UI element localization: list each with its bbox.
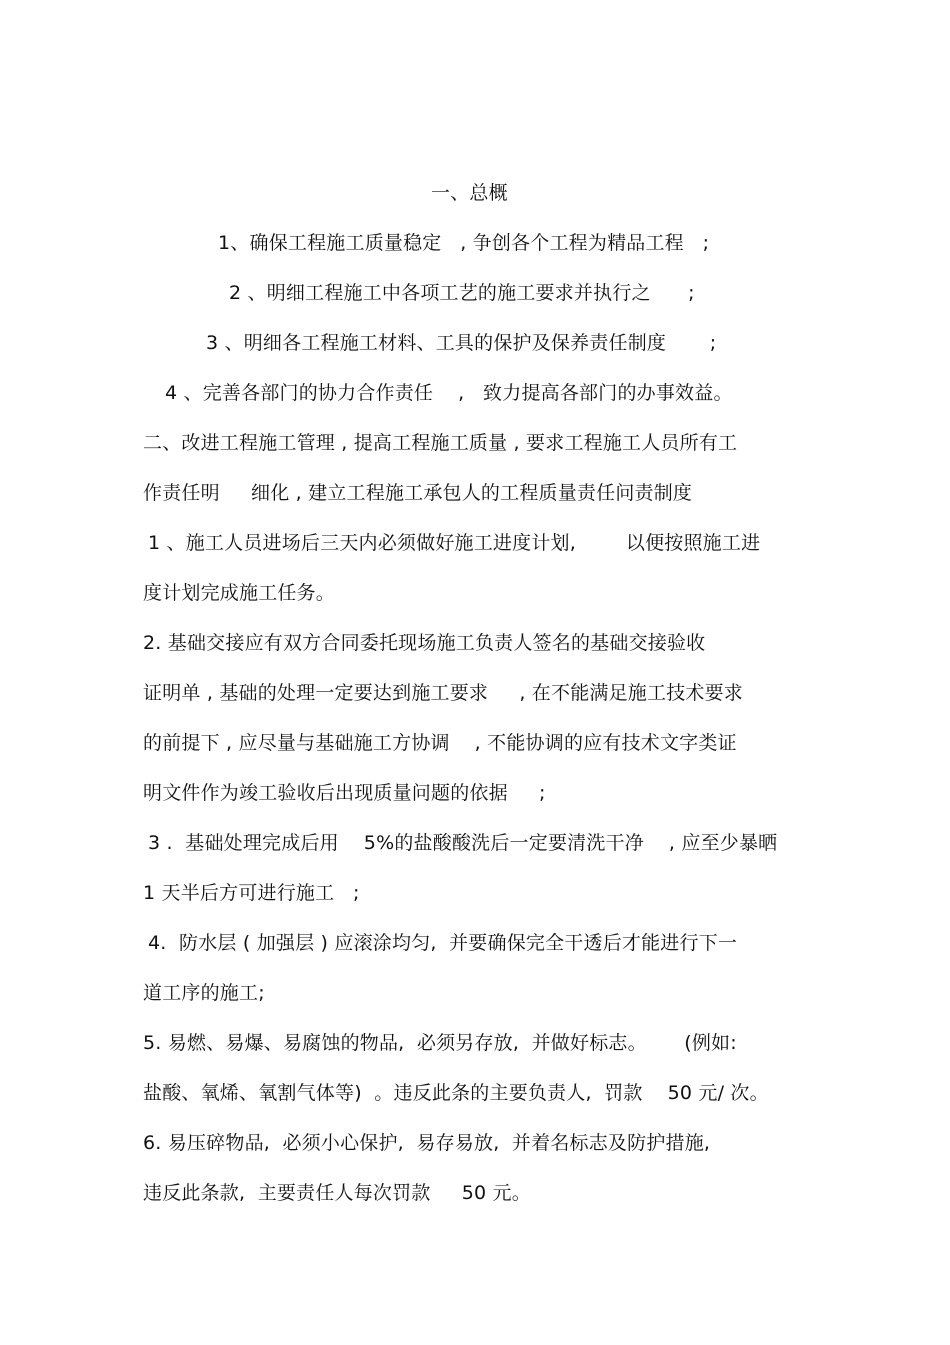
paragraph-line: 1 、施工人员进场后三天内必须做好施工进度计划, 以便按照施工进 — [148, 532, 761, 554]
paragraph-line: 道工序的施工; — [143, 982, 265, 1004]
paragraph-line: 作责任明 细化 , 建立工程施工承包人的工程质量责任问责制度 — [143, 482, 693, 504]
paragraph-line: 6. 易压碎物品, 必须小心保护, 易存易放, 并着名标志及防护措施, — [143, 1132, 711, 1154]
section-heading-overview: 一、总概 — [431, 182, 508, 204]
list-item-2: 2 、明细工程施工中各项工艺的施工要求并执行之 ; — [229, 282, 695, 304]
paragraph-line: 1 天半后方可进行施工 ; — [143, 882, 360, 904]
paragraph-line: 2. 基础交接应有双方合同委托现场施工负责人签名的基础交接验收 — [143, 632, 706, 654]
paragraph-line: 盐酸、氧烯、氧割气体等) 。违反此条的主要负责人, 罚款 50 元/ 次。 — [143, 1082, 769, 1104]
paragraph-line: 4. 防水层 ( 加强层 ) 应滚涂均匀, 并要确保完全干透后才能进行下一 — [148, 932, 738, 954]
paragraph-line: 3 . 基础处理完成后用 5%的盐酸酸洗后一定要清洗干净 , 应至少暴晒 — [148, 832, 778, 854]
list-item-4: 4 、完善各部门的协力合作责任 , 致力提高各部门的办事效益。 — [165, 382, 733, 404]
paragraph-line: 的前提下 , 应尽量与基础施工方协调 , 不能协调的应有技术文字类证 — [143, 732, 737, 754]
section-heading-improvement: 二、改进工程施工管理 , 提高工程施工质量 , 要求工程施工人员所有工 — [143, 432, 738, 454]
list-item-1: 1、确保工程施工质量稳定 , 争创各个工程为精品工程 ; — [218, 232, 710, 254]
paragraph-line: 明文件作为竣工验收后出现质量问题的依据 ; — [143, 782, 546, 804]
paragraph-line: 违反此条款, 主要责任人每次罚款 50 元。 — [143, 1182, 531, 1204]
paragraph-line: 度计划完成施工任务。 — [143, 582, 336, 604]
paragraph-line: 5. 易燃、易爆、易腐蚀的物品, 必须另存放, 并做好标志。 (例如: — [143, 1032, 737, 1054]
list-item-3: 3 、明细各工程施工材料、工具的保护及保养责任制度 ; — [206, 332, 717, 354]
paragraph-line: 证明单 , 基础的处理一定要达到施工要求 , 在不能满足施工技术要求 — [143, 682, 743, 704]
